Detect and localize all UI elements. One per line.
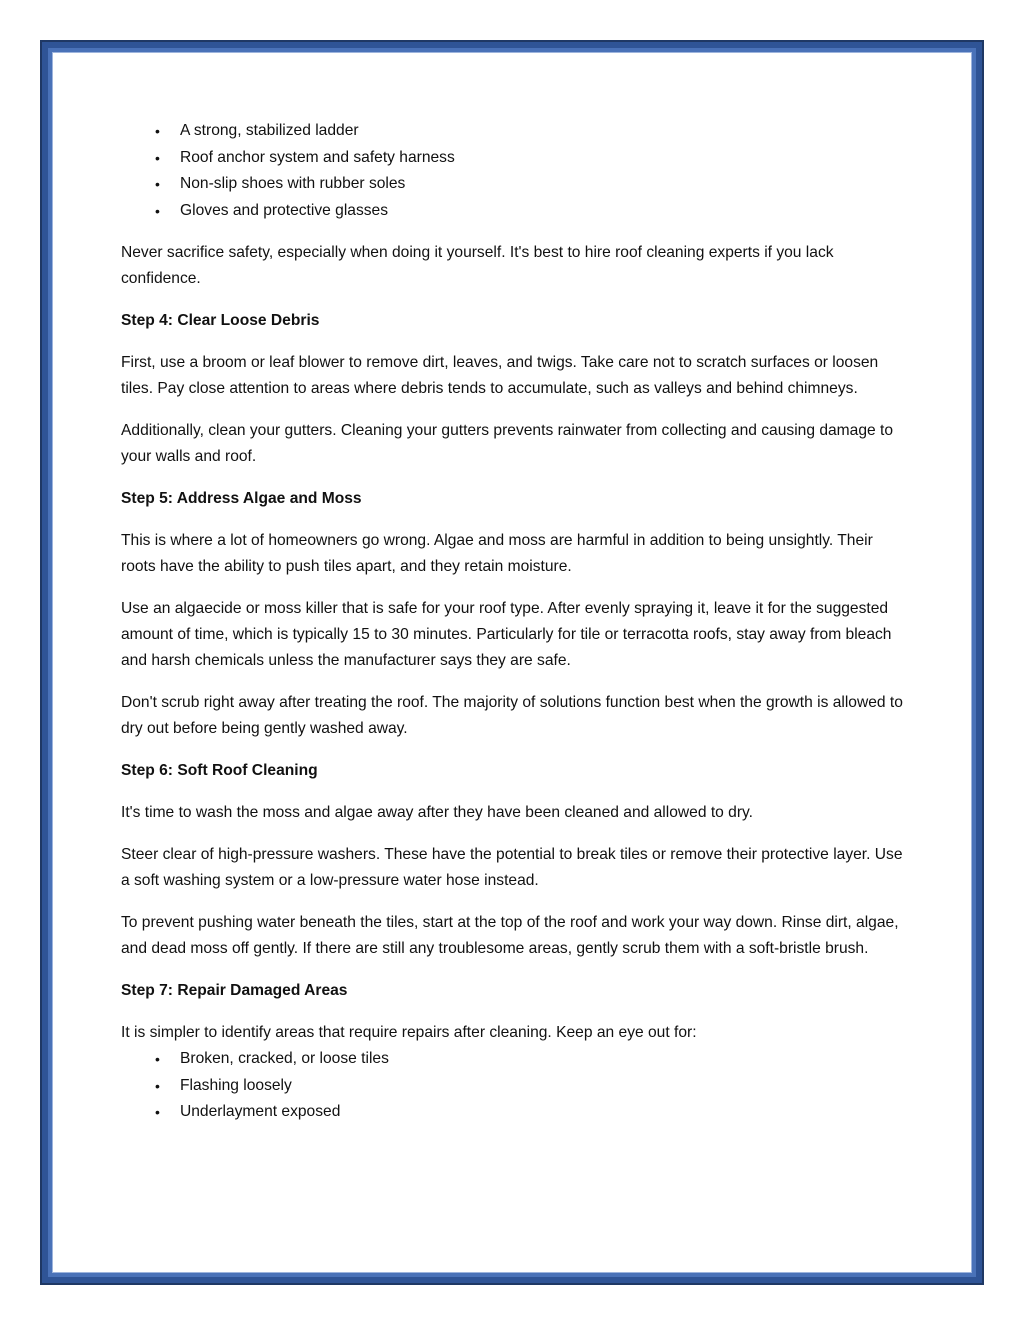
step6-heading: Step 6: Soft Roof Cleaning	[121, 762, 318, 779]
document-body	[121, 118, 906, 1126]
step7-heading: Step 7: Repair Damaged Areas	[121, 982, 348, 999]
bullet-icon: •	[155, 1051, 160, 1067]
step6-paragraph-3: To prevent pushing water beneath the tiles, start at the top of the roof and work your way down. Rinse dirt, algae, and dead moss off gently. If there are still any troublesome areas, gently scrub them with a soft-bristle brush.	[121, 914, 899, 957]
step7-paragraph-1: It is simpler to identify areas that require repairs after cleaning. Keep an eye out for:	[121, 1024, 697, 1041]
list-item: • A strong, stabilized ladder	[121, 118, 906, 145]
list-item: • Non-slip shoes with rubber soles	[121, 171, 906, 198]
repair-list	[121, 1046, 906, 1126]
step4-paragraph-1: First, use a broom or leaf blower to remove dirt, leaves, and twigs. Take care not to scratch surfaces or loosen tiles. Pay close attention to areas where debris tends to accumulate, such as valleys and behind chimneys.	[121, 354, 879, 397]
equipment-list	[121, 118, 906, 224]
list-item: • Roof anchor system and safety harness	[121, 145, 906, 172]
step5-paragraph-3: Don't scrub right away after treating the roof. The majority of solutions function best when the growth is allowed to dry out before being gently washed away.	[121, 694, 903, 737]
list-item: • Underlayment exposed	[121, 1099, 906, 1126]
step6-paragraph-2: Steer clear of high-pressure washers. These have the potential to break tiles or remove their protective layer. Use a soft washing system or a low-pressure water hose instead.	[121, 846, 903, 889]
list-item: • Gloves and protective glasses	[121, 198, 906, 225]
bullet-icon: •	[155, 1104, 160, 1120]
step6-paragraph-1: It's time to wash the moss and algae away after they have been cleaned and allowed to dry.	[121, 804, 754, 821]
step5-paragraph-1: This is where a lot of homeowners go wrong. Algae and moss are harmful in addition to being unsightly. Their roots have the ability to push tiles apart, and they retain moisture.	[121, 532, 873, 575]
bullet-icon: •	[155, 1077, 160, 1094]
bullet-icon: •	[155, 123, 160, 139]
bullet-icon: •	[155, 176, 160, 192]
step5-paragraph-2: Use an algaecide or moss killer that is safe for your roof type. After evenly spraying it, leave it for the suggested amount of time, which is typically 15 to 30 minutes. Particularly for tile or terracotta roofs, stay away from bleach and harsh chemicals unless the manufacturer says they are safe.	[121, 600, 892, 669]
bullet-icon: •	[155, 202, 160, 219]
step5-heading: Step 5: Address Algae and Moss	[121, 490, 362, 507]
safety-paragraph: Never sacrifice safety, especially when doing it yourself. It's best to hire roof cleaning experts if you lack confidence.	[121, 244, 834, 287]
list-item: • Flashing loosely	[121, 1073, 906, 1100]
step4-heading: Step 4: Clear Loose Debris	[121, 312, 320, 329]
bullet-icon: •	[155, 149, 160, 166]
step4-paragraph-2: Additionally, clean your gutters. Cleaning your gutters prevents rainwater from collecting and causing damage to your walls and roof.	[121, 422, 894, 465]
list-item: • Broken, cracked, or loose tiles	[121, 1046, 906, 1073]
